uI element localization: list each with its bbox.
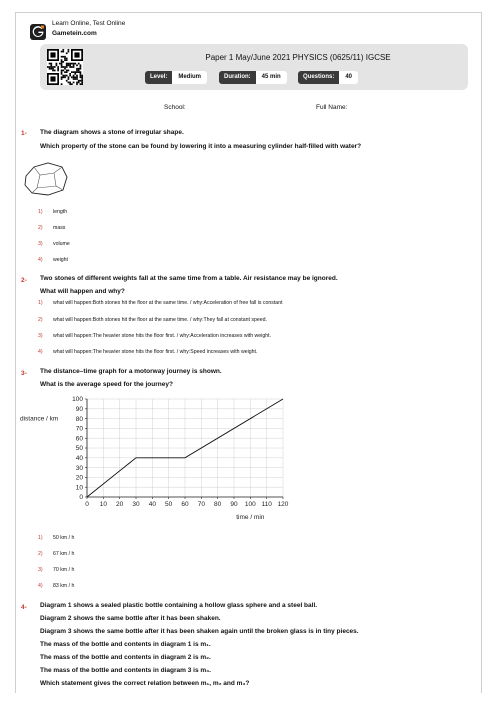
qr-module <box>52 66 54 68</box>
y-tick-label: 50 <box>75 445 83 453</box>
y-tick-label: 100 <box>72 396 83 404</box>
qr-module <box>50 64 52 66</box>
level-value: Medium <box>172 71 207 84</box>
qr-module <box>68 82 70 84</box>
qr-module <box>73 78 75 80</box>
qr-module <box>80 80 82 82</box>
option-text[interactable]: mass <box>53 225 66 231</box>
qr-module <box>66 63 68 65</box>
y-tick-label: 30 <box>75 464 83 472</box>
qr-module <box>61 70 63 72</box>
option-number: 2) <box>38 317 43 323</box>
qr-module <box>71 63 73 65</box>
option-number: 1) <box>38 535 43 541</box>
y-axis-label: distance / km <box>20 415 59 423</box>
x-tick-label: 10 <box>99 501 107 508</box>
qr-module <box>54 70 56 72</box>
qr-module <box>76 76 78 78</box>
qr-module <box>71 66 73 68</box>
option-number: 1) <box>38 209 43 215</box>
qr-module <box>78 80 80 82</box>
qr-module <box>78 70 80 72</box>
qr-module <box>81 78 83 80</box>
qr-module <box>62 75 64 77</box>
qr-module <box>76 82 78 84</box>
qr-module <box>69 73 71 75</box>
qr-module <box>64 76 66 78</box>
qr-module <box>57 70 59 72</box>
x-tick-label: 20 <box>116 501 124 508</box>
y-tick-label: 40 <box>75 455 83 462</box>
qr-module <box>74 76 76 78</box>
qr-module <box>66 52 68 54</box>
option-text[interactable]: what will happen:Both stones hit the floor at the same time. / why:They fall at constant speed. <box>53 317 267 323</box>
qr-module <box>61 63 63 65</box>
gametein-logo-icon <box>30 24 46 40</box>
qr-module <box>73 63 75 65</box>
option-number: 2) <box>38 225 43 231</box>
qr-module <box>68 51 70 53</box>
qr-module <box>54 66 56 68</box>
qr-module <box>62 70 64 72</box>
qr-module <box>81 82 83 84</box>
y-tick-label: 70 <box>75 425 83 433</box>
qr-module <box>71 83 73 85</box>
qr-module <box>80 71 82 73</box>
qr-module <box>66 64 68 66</box>
qr-module <box>76 70 78 72</box>
option-text[interactable]: 83 km / h <box>53 583 75 589</box>
x-tick-label: 30 <box>132 501 140 508</box>
option-number: 4) <box>38 583 43 589</box>
qr-module <box>52 68 54 70</box>
qr-module <box>81 80 83 82</box>
qr-module <box>49 68 51 70</box>
qr-module <box>74 63 76 65</box>
qr-module <box>61 51 63 53</box>
option-text[interactable]: what will happen:The heavier stone hits the floor first. / why:Acceleration increases with weight. <box>53 333 271 339</box>
qr-module <box>66 66 68 68</box>
qr-module <box>64 59 66 61</box>
qr-module <box>74 78 76 80</box>
qr-finder-core <box>50 76 55 81</box>
y-tick-label: 90 <box>75 406 83 413</box>
qr-module <box>66 80 68 82</box>
qr-module <box>68 76 70 78</box>
qr-module <box>69 63 71 65</box>
qr-module <box>71 71 73 73</box>
question-text: Two stones of different weights fall at the same time from a table. Air resistance may be ignored. <box>40 275 338 282</box>
x-tick-label: 120 <box>277 501 289 508</box>
question-number: 3- <box>21 370 27 377</box>
qr-module <box>69 64 71 66</box>
qr-module <box>78 63 80 65</box>
brand-tagline: Learn Online, Test Online <box>52 20 126 27</box>
qr-module <box>68 64 70 66</box>
option-number: 3) <box>38 333 43 339</box>
qr-module <box>81 76 83 78</box>
qr-module <box>62 49 64 51</box>
qr-module <box>76 64 78 66</box>
qr-module <box>73 64 75 66</box>
qr-module <box>74 71 76 73</box>
qr-module <box>80 76 82 78</box>
option-text[interactable]: volume <box>53 241 70 247</box>
level-badge <box>145 71 207 84</box>
qr-module <box>80 75 82 77</box>
question-text: Which property of the stone can be found by lowering it into a measuring cylinder half-filled with water? <box>40 143 362 150</box>
option-text[interactable]: what will happen:The heavier stone hits the floor first. / why:Speed increases with weight. <box>53 349 258 355</box>
qr-module <box>68 70 70 72</box>
question-text: The mass of the bottle and contents in diagram 3 is m₃. <box>40 667 211 674</box>
question-number: 4- <box>21 604 27 611</box>
option-text[interactable]: weight <box>53 257 68 263</box>
question-text: What is the average speed for the journey? <box>40 381 173 388</box>
distance-time-graph <box>20 393 300 523</box>
option-number: 3) <box>38 241 43 247</box>
qr-module <box>74 73 76 75</box>
y-tick-label: 60 <box>75 435 83 443</box>
qr-module <box>76 75 78 77</box>
qr-module <box>49 66 51 68</box>
qr-module <box>78 82 80 84</box>
qr-module <box>66 71 68 73</box>
question-text: The diagram shows a stone of irregular shape. <box>40 129 184 136</box>
qr-module <box>66 58 68 60</box>
qr-module <box>80 68 82 70</box>
qr-module <box>57 68 59 70</box>
qr-module <box>50 68 52 70</box>
question-text: What will happen and why? <box>40 288 125 295</box>
qr-module <box>66 75 68 77</box>
y-tick-label: 80 <box>75 415 83 423</box>
qr-module <box>76 83 78 85</box>
qr-module <box>61 59 63 61</box>
qr-module <box>62 76 64 78</box>
qr-module <box>61 78 63 80</box>
qr-module <box>69 83 71 85</box>
qr-module <box>62 51 64 53</box>
qr-module <box>64 66 66 68</box>
brand-domain: Gametein.com <box>52 30 97 37</box>
school-field[interactable]: School: <box>164 104 186 111</box>
y-tick-label: 10 <box>75 484 83 492</box>
qr-module <box>73 76 75 78</box>
qr-module <box>80 73 82 75</box>
question-number: 1- <box>21 130 27 137</box>
qr-module <box>78 71 80 73</box>
y-tick-label: 0 <box>79 494 83 502</box>
option-text[interactable]: what will happen:Both stones hit the floor at the same time. / why:Acceleration of free fall is constant <box>53 300 283 306</box>
qr-module <box>73 71 75 73</box>
qr-module <box>81 75 83 77</box>
qr-module <box>47 66 49 68</box>
qr-module <box>69 75 71 77</box>
level-label: Level: <box>145 71 172 84</box>
questions-value: 40 <box>339 71 358 84</box>
questions-label: Questions: <box>298 71 339 84</box>
option-number: 4) <box>38 349 43 355</box>
option-text[interactable]: 50 km / h <box>53 535 75 541</box>
qr-module <box>76 68 78 70</box>
qr-finder-core <box>74 52 79 57</box>
qr-code-icon <box>47 48 83 86</box>
qr-module <box>62 66 64 68</box>
qr-module <box>80 83 82 85</box>
option-number: 1) <box>38 300 43 306</box>
qr-module <box>61 71 63 73</box>
qr-module <box>64 58 66 60</box>
qr-module <box>56 63 58 65</box>
qr-module <box>61 73 63 75</box>
qr-module <box>61 61 63 63</box>
qr-module <box>61 76 63 78</box>
question-text: Diagram 1 shows a sealed plastic bottle containing a hollow glass sphere and a steel ball. <box>40 602 318 609</box>
qr-module <box>62 61 64 63</box>
qr-module <box>71 76 73 78</box>
x-tick-label: 90 <box>230 501 238 508</box>
qr-module <box>52 70 54 72</box>
option-text[interactable]: 67 km / h <box>53 551 75 557</box>
exam-header <box>40 44 468 90</box>
qr-module <box>81 83 83 85</box>
qr-module <box>66 59 68 61</box>
exam-title: Paper 1 May/June 2021 PHYSICS (0625/11) IGCSE <box>205 53 391 62</box>
option-number: 4) <box>38 257 43 263</box>
question-text: The distance–time graph for a motorway journey is shown. <box>40 368 222 375</box>
qr-module <box>80 64 82 66</box>
qr-module <box>69 66 71 68</box>
qr-module <box>68 49 70 51</box>
duration-label: Duration: <box>219 71 256 84</box>
x-axis-label: time / min <box>236 514 265 521</box>
qr-module <box>66 70 68 72</box>
questions-badge <box>298 71 358 84</box>
qr-module <box>76 78 78 80</box>
option-number: 3) <box>38 567 43 573</box>
question-text: The mass of the bottle and contents in diagram 2 is m₂. <box>40 654 211 661</box>
qr-module <box>76 71 78 73</box>
qr-finder-core <box>50 52 55 57</box>
x-tick-label: 110 <box>261 501 272 508</box>
qr-module <box>50 63 52 65</box>
x-tick-label: 100 <box>244 501 256 508</box>
qr-module <box>80 66 82 68</box>
qr-module <box>61 66 63 68</box>
question-text: Diagram 2 shows the same bottle after it has been shaken. <box>40 615 221 622</box>
qr-module <box>64 71 66 73</box>
question-text: The mass of the bottle and contents in diagram 1 is m₁. <box>40 641 211 648</box>
qr-module <box>68 63 70 65</box>
option-text[interactable]: 70 km / h <box>53 567 75 573</box>
qr-module <box>78 68 80 70</box>
duration-value: 45 min <box>256 71 287 84</box>
qr-module <box>62 56 64 58</box>
option-text[interactable]: length <box>53 209 68 215</box>
question-number: 2- <box>21 277 27 284</box>
qr-module <box>59 63 61 65</box>
irregular-stone-diagram <box>22 160 70 198</box>
x-tick-label: 40 <box>148 501 156 508</box>
qr-module <box>69 82 71 84</box>
qr-module <box>64 56 66 58</box>
x-tick-label: 0 <box>85 501 89 508</box>
x-tick-label: 80 <box>214 501 222 508</box>
option-number: 2) <box>38 551 43 557</box>
qr-module <box>73 66 75 68</box>
qr-module <box>61 64 63 66</box>
qr-module <box>49 63 51 65</box>
qr-module <box>56 64 58 66</box>
qr-module <box>61 56 63 58</box>
qr-module <box>73 75 75 77</box>
qr-module <box>64 75 66 77</box>
qr-module <box>50 66 52 68</box>
x-tick-label: 70 <box>197 501 205 508</box>
x-tick-label: 60 <box>181 501 189 508</box>
full-name-field[interactable]: Full Name: <box>316 104 348 111</box>
duration-badge <box>219 71 287 84</box>
qr-module <box>68 78 70 80</box>
qr-module <box>73 82 75 84</box>
y-tick-label: 20 <box>75 474 83 482</box>
qr-module <box>57 66 59 68</box>
question-text: Which statement gives the correct relation between m₁, m₂ and m₃? <box>40 680 250 687</box>
qr-module <box>64 68 66 70</box>
question-text: Diagram 3 shows the same bottle after it has been shaken again until the broken glass is in tiny pieces. <box>40 628 359 635</box>
x-tick-label: 50 <box>165 501 173 508</box>
qr-module <box>61 83 63 85</box>
